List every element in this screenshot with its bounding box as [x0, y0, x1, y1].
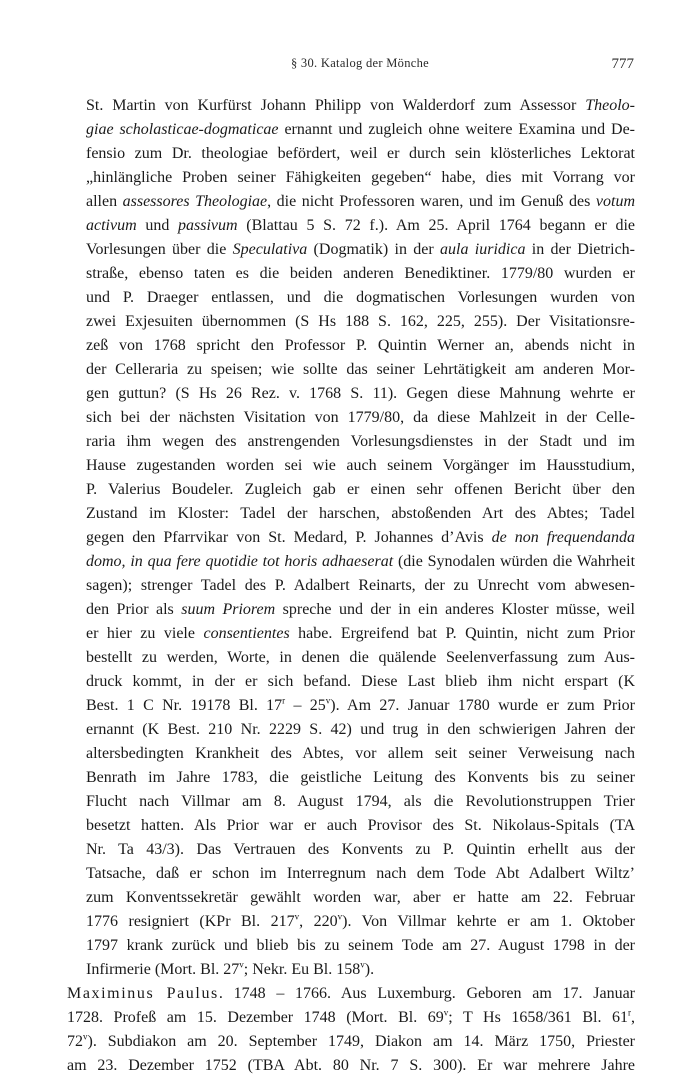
page-number: 777 [611, 56, 634, 72]
text-line: druck kommt, in der er sich befand. Diese Last blieb ihm nicht erspart (K [86, 673, 635, 690]
text-line: Best. 1 C Nr. 19178 Bl. 17$^r$ – 25$^v$). Am 27. Januar 1780 wurde er zum Prior [86, 695, 636, 714]
text-line: gegen den Pfarrvikar von St. Medard, P. Johannes d’Avis de non frequendanda [86, 529, 635, 546]
text-line: giae scholasticae-dogmaticae ernannt und zugleich ohne weitere Examina und De- [86, 121, 635, 138]
text-line: raria ihm wegen des anstrengenden Vorlesungsdienstes in der Stadt und im [86, 433, 635, 450]
text-line: Flucht nach Villmar am 8. August 1794, als die Revolutionstruppen Trier [86, 793, 635, 810]
text-line: Benrath im Jahre 1783, die geistliche Leitung des Konvents bis zu seiner [86, 769, 635, 786]
text-line: sagen); strenger Tadel des P. Adalbert Reinarts, der zu Unrecht vom abwesen- [86, 577, 635, 594]
text-line: straße, ebenso taten es die beiden anderen Benediktiner. 1779/80 wurden er [86, 265, 635, 282]
text-line: gen guttun? (S Hs 26 Rez. v. 1768 S. 11). Gegen diese Mahnung wehrte er [86, 385, 635, 402]
text-line: besetzt hatten. Als Prior war er auch Provisor des St. Nikolaus-Spitals (TA [86, 817, 635, 834]
running-head [86, 56, 634, 76]
text-line: Hause zugestanden worden sei wie auch seinem Vorgänger im Hausstudium, [86, 457, 635, 474]
text-line: ernannt (K Best. 210 Nr. 2229 S. 42) und trug in den schwierigen Jahren der [86, 721, 635, 738]
text-line: Maximinus Paulus. 1748 – 1766. Aus Luxemburg. Geboren am 17. Januar [67, 985, 635, 1002]
text-line: am 23. Dezember 1752 (TBA Abt. 80 Nr. 7 S. 300). Er war mehrere Jahre [67, 1057, 635, 1074]
text-line: zeß von 1768 spricht den Professor P. Quintin Werner an, abends nicht in [86, 337, 635, 354]
text-line: „hinlängliche Proben seiner Fähigkeiten gegeben“ habe, dies mit Vorrang vor [86, 169, 635, 186]
running-title: § 30. Katalog der Mönche [290, 56, 430, 70]
text-line: Nr. Ta 43/3). Das Vertrauen des Konvents zu P. Quintin erhellt aus der [86, 841, 635, 858]
text-line: Infirmerie (Mort. Bl. 27$^v$; Nekr. Eu Bl. 158$^v$). [86, 959, 375, 978]
text-line: activum und passivum (Blattau 5 S. 72 f.). Am 25. April 1764 begann er die [86, 217, 636, 234]
text-line: P. Valerius Boudeler. Zugleich gab er einen sehr offenen Bericht über den [86, 481, 635, 498]
entry-quintin-werner-continuation [67, 94, 635, 982]
text-line: allen assessores Theologiae, die nicht Professoren waren, und im Genuß des votum [86, 193, 636, 210]
text-line: 1797 krank zurück und blieb bis zu seinem Tode am 27. August 1798 in der [86, 937, 635, 954]
entry-maximinus-paulus [67, 982, 635, 1078]
text-line: 1776 resigniert (KPr Bl. 217$^v$, 220$^v$). Von Villmar kehrte er am 1. Oktober [86, 911, 635, 930]
text-line: Tatsache, daß er schon im Interregnum nach dem Tode Abt Adalbert Wiltz’ [86, 865, 635, 882]
body-text [67, 94, 635, 1078]
text-line: den Prior als suum Priorem spreche und der in ein anderes Kloster müsse, weil [86, 601, 636, 618]
text-line: bestellt zu werden, Worte, in denen die quälende Seelenverfassung zum Aus- [86, 649, 635, 666]
text-line: der Celleraria zu speisen; wie sollte das seiner Lehrtätigkeit am anderen Mor- [86, 361, 635, 378]
text-line: er hier zu viele consentientes habe. Ergreifend bat P. Quintin, nicht zum Prior [86, 625, 636, 642]
text-line: und P. Draeger entlassen, und die dogmatischen Vorlesungen wurden von [86, 289, 635, 306]
text-line: 72$^v$). Subdiakon am 20. September 1749, Diakon am 14. März 1750, Priester [67, 1031, 635, 1050]
text-line: altersbedingten Krankheit des Abtes, vor allem seit seiner Verweisung nach [86, 745, 635, 762]
text-line: zwei Exjesuiten übernommen (S Hs 188 S. 162, 225, 255). Der Visitationsre- [86, 313, 635, 330]
entry-name: Maximinus Paulus [67, 985, 219, 1002]
text-line: Vorlesungen über die Speculativa (Dogmatik) in der aula iuridica in der Dietrich- [86, 241, 636, 258]
text-line: Zustand im Kloster: Tadel der harschen, abstoßenden Art des Abtes; Tadel [86, 505, 635, 522]
text-line: St. Martin von Kurfürst Johann Philipp von Walderdorf zum Assessor Theolo- [86, 97, 635, 114]
text-line: zum Konventssekretär gewählt worden war, aber er hatte am 22. Februar [86, 889, 635, 906]
text-line: fensio zum Dr. theologiae befördert, weil er durch sein klösterliches Lektorat [86, 145, 635, 162]
text-line: domo, in qua fere quotidie tot horis adhaeserat (die Synodalen würden die Wahrheit [86, 553, 636, 570]
text-line: 1728. Profeß am 15. Dezember 1748 (Mort. Bl. 69$^v$; T Hs 1658/361 Bl. 61$^r$, [67, 1007, 636, 1026]
text-line: sich bei der nächsten Visitation von 1779/80, da diese Mahlzeit in der Celle- [86, 409, 635, 426]
